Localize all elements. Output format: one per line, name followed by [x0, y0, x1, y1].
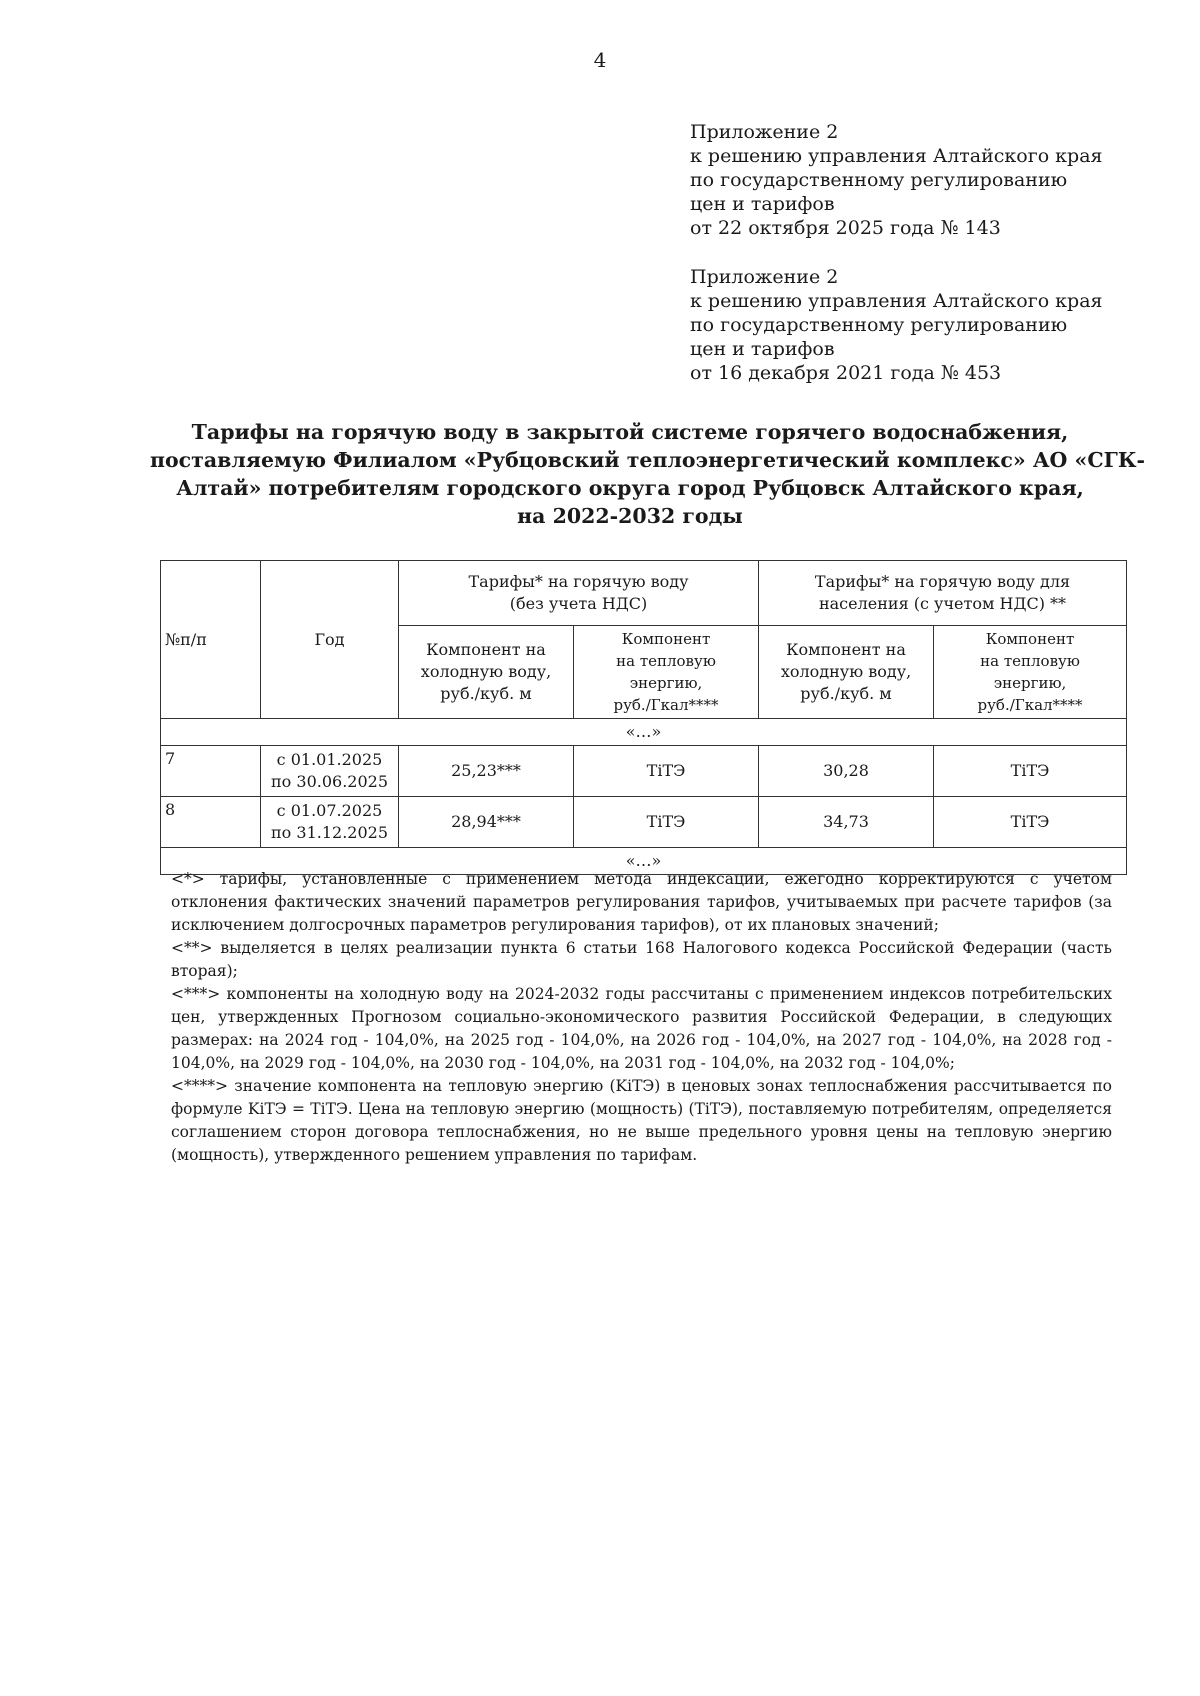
header-group-population [759, 561, 1127, 626]
title-line: Алтай» потребителям городского округа город Рубцовск Алтайского края, [176, 476, 1084, 500]
appendix-line: цен и тарифов [690, 338, 835, 360]
appendix-line: от 22 октября 2025 года № 143 [690, 217, 1001, 239]
header-text: Тарифы* на горячую воду [468, 572, 689, 591]
title-line: Тарифы на горячую воду в закрытой системе горячего водоснабжения, [191, 420, 1069, 444]
header-text: холодную воду, [780, 662, 912, 681]
appendix-line: цен и тарифов [690, 193, 835, 215]
cold-water-value: 28,94*** [399, 797, 574, 848]
footnote-3: <***> компоненты на холодную воду на 2024-2032 годы рассчитаны с применением индексов потребительских цен, утвержденных Прогнозом социально-экономического развития Российской Федерации, в следующих размерах: на 2024 год - 104,0%, на 2025 год - 104,0%, на 2026 год - 104,0%, на 2027 год - 104,0%, на 2028 год - 104,0%, на 2029 год - 104,0%, на 2030 год - 104,0%, на 2031 год - 104,0%, на 2032 год - 104,0%; [171, 985, 1112, 1072]
header-text: Компонент [621, 630, 711, 648]
header-text: руб./куб. м [440, 684, 532, 703]
row-period [261, 746, 399, 797]
heat-energy-value: TiТЭ [574, 746, 759, 797]
header-text: холодную воду, [420, 662, 552, 681]
period-end: по 30.06.2025 [271, 772, 388, 791]
period-start: с 01.07.2025 [276, 801, 383, 820]
appendix-line: к решению управления Алтайского края [690, 290, 1103, 312]
page-number: 4 [593, 48, 607, 72]
title-line: поставляемую Филиалом «Рубцовский теплоэнергетический комплекс» АО «СГК- [150, 448, 1145, 472]
header-heat-energy-2 [934, 626, 1127, 719]
period-end: по 31.12.2025 [271, 823, 388, 842]
heat-energy-population-value: TiТЭ [934, 797, 1127, 848]
appendix-note-original [690, 265, 1170, 385]
header-text: Компонент [985, 630, 1075, 648]
footnotes [171, 868, 1112, 1167]
header-text: (без учета НДС) [509, 594, 648, 613]
header-text: Компонент на [426, 640, 546, 659]
footnote-4: <****> значение компонента на тепловую энергию (KiТЭ) в ценовых зонах теплоснабжения рассчитывается по формуле KiТЭ = TiТЭ. Цена на тепловую энергию (мощность) (TiТЭ), поставляемую потребителям, определяется соглашением сторон договора теплоснабжения, но не выше предельного уровня цены на тепловую энергию (мощность), утвержденного решением управления по тарифам. [171, 1077, 1112, 1164]
header-num: №п/п [161, 561, 261, 719]
heat-energy-population-value: TiТЭ [934, 746, 1127, 797]
table-row [161, 797, 1127, 848]
row-num: 7 [161, 746, 261, 797]
appendix-line: Приложение 2 [690, 121, 839, 143]
header-heat-energy-1 [574, 626, 759, 719]
header-text: руб./куб. м [800, 684, 892, 703]
header-text: Тарифы* на горячую воду для [814, 572, 1071, 591]
header-text: Компонент на [786, 640, 906, 659]
header-text: на тепловую [980, 652, 1080, 670]
document-title [150, 418, 1145, 530]
period-start: с 01.01.2025 [276, 750, 383, 769]
row-num: 8 [161, 797, 261, 848]
header-year: Год [261, 561, 399, 719]
cold-water-value: 25,23*** [399, 746, 574, 797]
header-text: энергию, [993, 674, 1067, 692]
appendix-line: к решению управления Алтайского края [690, 145, 1103, 167]
appendix-line: по государственному регулированию [690, 314, 1068, 336]
tariff-table [160, 560, 1127, 875]
ellipsis-cell: «…» [161, 848, 1127, 875]
footnote-2: <**> выделяется в целях реализации пункта 6 статьи 168 Налогового кодекса Российской Федерации (часть вторая); [171, 939, 1112, 980]
appendix-line: по государственному регулированию [690, 169, 1068, 191]
header-cold-water-2 [759, 626, 934, 719]
header-text: руб./Гкал**** [977, 696, 1083, 714]
header-text: энергию, [629, 674, 703, 692]
table-row [161, 746, 1127, 797]
header-text: населения (с учетом НДС) ** [818, 594, 1067, 613]
row-period [261, 797, 399, 848]
footnote-1: <*> тарифы, установленные с применением метода индексации, ежегодно корректируются с учетом отклонения фактических значений параметров регулирования тарифов, учитываемых при расчете тарифов (за исключением долгосрочных параметров регулирования тарифов), от их плановых значений; [171, 870, 1112, 934]
header-group-no-vat [399, 561, 759, 626]
header-text: на тепловую [616, 652, 716, 670]
header-cold-water-1 [399, 626, 574, 719]
header-text: руб./Гкал**** [613, 696, 719, 714]
heat-energy-value: TiТЭ [574, 797, 759, 848]
table-ellipsis-row [161, 719, 1127, 746]
appendix-line: от 16 декабря 2021 года № 453 [690, 362, 1002, 384]
ellipsis-cell: «…» [161, 719, 1127, 746]
cold-water-population-value: 30,28 [759, 746, 934, 797]
appendix-line: Приложение 2 [690, 266, 839, 288]
table-header-row [161, 561, 1127, 626]
title-line: на 2022-2032 годы [517, 504, 743, 528]
appendix-note-current [690, 120, 1170, 240]
cold-water-population-value: 34,73 [759, 797, 934, 848]
